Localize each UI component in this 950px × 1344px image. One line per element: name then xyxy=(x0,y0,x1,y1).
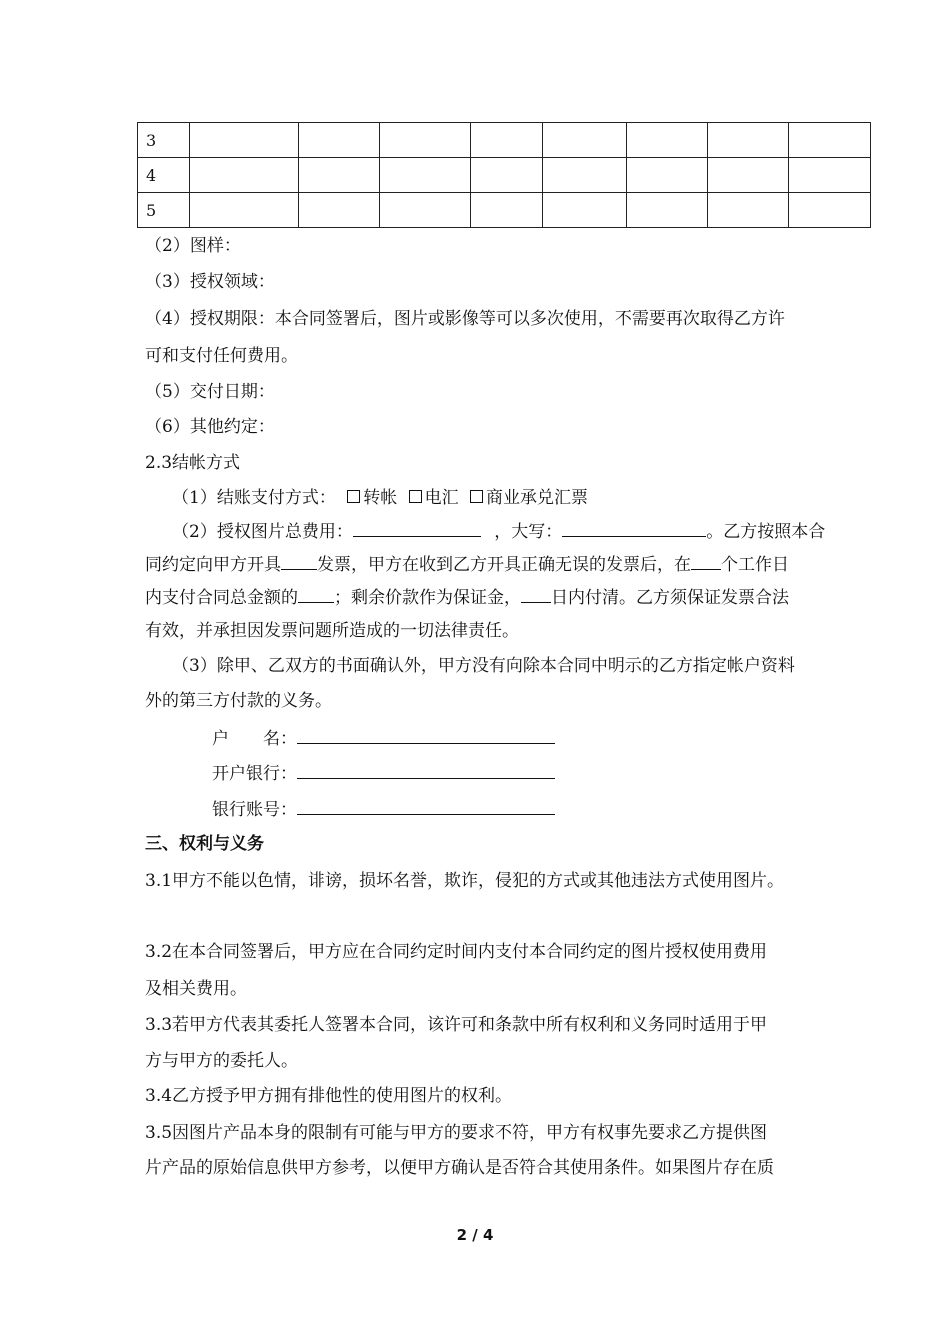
fee-tail: 。乙方按照本合 xyxy=(706,522,826,542)
fee-capital-label: ，大写： xyxy=(494,522,563,542)
days-blank[interactable] xyxy=(521,585,551,603)
table-cell xyxy=(190,158,299,193)
account-name-blank[interactable] xyxy=(297,726,555,744)
table-cell xyxy=(471,193,543,228)
table-cell xyxy=(627,158,708,193)
payment-method-row xyxy=(172,486,588,510)
percent-blank[interactable] xyxy=(298,585,334,603)
table-row xyxy=(138,193,871,228)
table-cell xyxy=(789,193,871,228)
clause-3-4: 3.4乙方授予甲方拥有排他性的使用图片的权利。 xyxy=(145,1086,513,1106)
clause-3-5: 3.5因图片产品本身的限制有可能与甲方的要求不符，甲方有权事先要求乙方提供图 xyxy=(145,1123,768,1143)
payment-text-c: 日内付清。乙方须保证发票合法 xyxy=(551,588,789,608)
table-cell xyxy=(543,193,627,228)
table-cell xyxy=(299,158,380,193)
table-cell-no: 5 xyxy=(138,193,190,228)
table-cell xyxy=(380,123,471,158)
invoice-text-c: 个工作日 xyxy=(721,555,789,575)
authorization-table xyxy=(137,122,871,228)
bank-blank[interactable] xyxy=(297,761,555,779)
fee-row xyxy=(172,519,825,544)
table-cell xyxy=(190,193,299,228)
table-cell xyxy=(708,158,789,193)
page-number: 2 / 4 xyxy=(456,1226,494,1244)
option-wire: 电汇 xyxy=(424,488,459,508)
item-scope: （3）授权领域： xyxy=(145,272,275,292)
table-cell xyxy=(299,193,380,228)
clause-3-3-cont: 方与甲方的委托人。 xyxy=(145,1051,298,1071)
payment-text-a: 内支付合同总金额的 xyxy=(145,588,298,608)
table-cell xyxy=(471,123,543,158)
table-cell xyxy=(708,193,789,228)
table-cell xyxy=(380,158,471,193)
option-transfer: 转帐 xyxy=(363,488,398,508)
checkbox-wire[interactable] xyxy=(409,490,422,503)
table-cell xyxy=(543,123,627,158)
table-cell xyxy=(299,123,380,158)
table-cell xyxy=(789,158,871,193)
item-term-cont: 可和支付任何费用。 xyxy=(145,346,298,366)
checkbox-acceptance[interactable] xyxy=(470,490,483,503)
payment-text-b: ；剩余价款作为保证金， xyxy=(334,588,521,608)
table-cell xyxy=(190,123,299,158)
table-cell xyxy=(789,123,871,158)
clause-3-2-cont: 及相关费用。 xyxy=(145,979,247,999)
table-cell-no: 4 xyxy=(138,158,190,193)
third-party-clause-cont: 外的第三方付款的义务。 xyxy=(145,691,332,711)
bank-row xyxy=(212,761,555,786)
table-cell xyxy=(471,158,543,193)
workdays-blank[interactable] xyxy=(691,552,721,570)
clause-3-3: 3.3若甲方代表其委托人签署本合同，该许可和条款中所有权利和义务同时适用于甲 xyxy=(145,1015,768,1035)
invoice-text-b: 发票，甲方在收到乙方开具正确无误的发票后，在 xyxy=(317,555,691,575)
clause-3-1: 3.1甲方不能以色情，诽谤，损坏名誉，欺诈，侵犯的方式或其他违法方式使用图片。 xyxy=(145,871,785,891)
table-cell xyxy=(627,123,708,158)
table-cell-no: 3 xyxy=(138,123,190,158)
clause-3-2: 3.2在本合同签署后，甲方应在合同约定时间内支付本合同约定的图片授权使用费用 xyxy=(145,942,768,962)
item-term: （4）授权期限：本合同签署后，图片或影像等可以多次使用，不需要再次取得乙方许 xyxy=(145,309,785,329)
option-acceptance: 商业承兑汇票 xyxy=(486,488,589,508)
item-other: （6）其他约定： xyxy=(145,417,275,437)
account-name-label: 户 名： xyxy=(212,729,297,749)
fee-amount-blank[interactable] xyxy=(353,519,481,537)
fee-capital-blank[interactable] xyxy=(562,519,706,537)
account-name-row xyxy=(212,726,555,751)
invoice-type-blank[interactable] xyxy=(281,552,317,570)
bank-label: 开户银行： xyxy=(212,764,297,784)
table-cell xyxy=(627,193,708,228)
payment-method-label: （1）结账支付方式： xyxy=(172,488,336,508)
table-cell xyxy=(708,123,789,158)
fee-label: （2）授权图片总费用： xyxy=(172,522,353,542)
item-delivery: （5）交付日期： xyxy=(145,382,275,402)
account-number-blank[interactable] xyxy=(297,797,555,815)
clause-3-5-cont: 片产品的原始信息供甲方参考，以便甲方确认是否符合其使用条件。如果图片存在质 xyxy=(145,1158,774,1178)
table-row xyxy=(138,158,871,193)
payment-percent-row xyxy=(145,585,789,610)
invoice-text-a: 同约定向甲方开具 xyxy=(145,555,281,575)
item-pattern: （2）图样： xyxy=(145,236,241,256)
checkbox-transfer[interactable] xyxy=(347,490,360,503)
account-number-label: 银行账号： xyxy=(212,800,297,820)
invoice-row xyxy=(145,552,789,577)
invoice-liability: 有效，并承担因发票问题所造成的一切法律责任。 xyxy=(145,621,519,641)
section-3-title: 三、权利与义务 xyxy=(145,834,264,854)
table-row xyxy=(138,123,871,158)
settlement-title: 2.3结帐方式 xyxy=(145,453,241,473)
third-party-clause: （3）除甲、乙双方的书面确认外，甲方没有向除本合同中明示的乙方指定帐户资料 xyxy=(172,656,795,676)
table-cell xyxy=(543,158,627,193)
table-cell xyxy=(380,193,471,228)
account-number-row xyxy=(212,797,555,822)
